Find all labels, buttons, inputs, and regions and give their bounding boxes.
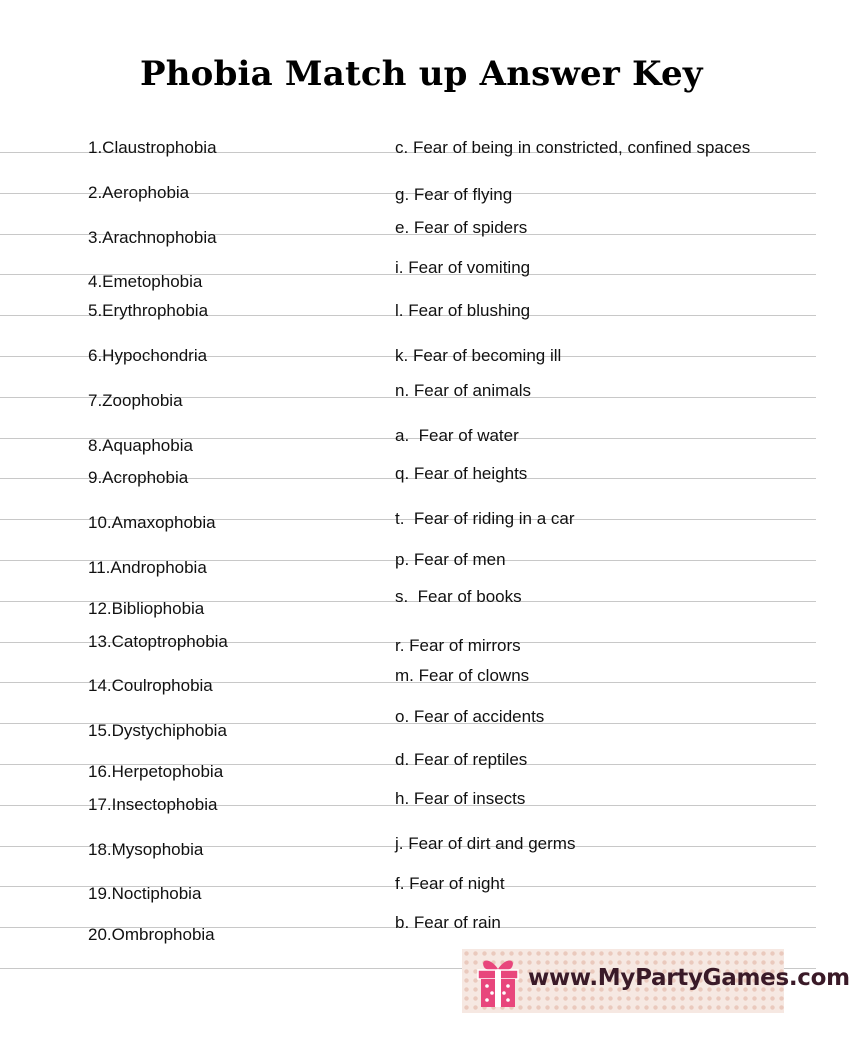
phobia-answer: a. Fear of water bbox=[395, 426, 519, 445]
phobia-term: 20.Ombrophobia bbox=[88, 925, 215, 944]
phobia-term: 4.Emetophobia bbox=[88, 272, 203, 291]
phobia-answer: i. Fear of vomiting bbox=[395, 258, 531, 277]
phobia-answer: j. Fear of dirt and germs bbox=[395, 834, 576, 853]
phobia-answer: p. Fear of men bbox=[395, 550, 506, 569]
phobia-term: 17.Insectophobia bbox=[88, 795, 218, 814]
phobia-term: 6.Hypochondria bbox=[88, 346, 208, 365]
phobia-term: 2.Aerophobia bbox=[88, 183, 190, 202]
phobia-term: 10.Amaxophobia bbox=[88, 513, 216, 532]
phobia-answer: g. Fear of flying bbox=[395, 185, 513, 204]
phobia-answer: s. Fear of books bbox=[395, 587, 522, 606]
phobia-term: 12.Bibliophobia bbox=[88, 599, 205, 618]
phobia-term: 18.Mysophobia bbox=[88, 840, 204, 859]
brand-footer[interactable] bbox=[462, 949, 850, 1013]
phobia-answer: d. Fear of reptiles bbox=[395, 750, 528, 769]
brand-url[interactable]: www.MyPartyGames.com bbox=[528, 965, 850, 991]
phobia-term: 5.Erythrophobia bbox=[88, 301, 209, 320]
phobia-term: 8.Aquaphobia bbox=[88, 436, 193, 455]
phobia-term: 19.Noctiphobia bbox=[88, 884, 202, 903]
phobia-term: 16.Herpetophobia bbox=[88, 762, 224, 781]
phobia-answer: b. Fear of rain bbox=[395, 913, 501, 932]
phobia-answer: m. Fear of clowns bbox=[395, 666, 530, 685]
phobia-term: 15.Dystychiphobia bbox=[88, 721, 227, 740]
page-title: Phobia Match up Answer Key bbox=[140, 54, 703, 94]
phobia-answer: c. Fear of being in constricted, confined spaces bbox=[395, 138, 751, 157]
phobia-answer: k. Fear of becoming ill bbox=[395, 346, 562, 365]
phobia-term: 7.Zoophobia bbox=[88, 391, 183, 410]
phobia-answer: e. Fear of spiders bbox=[395, 218, 528, 237]
phobia-answer: q. Fear of heights bbox=[395, 464, 528, 483]
phobia-answer: h. Fear of insects bbox=[395, 789, 526, 808]
phobia-answer: f. Fear of night bbox=[395, 874, 505, 893]
gift-box-icon bbox=[472, 955, 524, 1009]
phobia-term: 13.Catoptrophobia bbox=[88, 632, 228, 651]
phobia-term: 1.Claustrophobia bbox=[88, 138, 217, 157]
phobia-term: 11.Androphobia bbox=[88, 558, 207, 577]
phobia-term: 14.Coulrophobia bbox=[88, 676, 213, 695]
phobia-answer: n. Fear of animals bbox=[395, 381, 532, 400]
phobia-answer: r. Fear of mirrors bbox=[395, 636, 521, 655]
phobia-answer: l. Fear of blushing bbox=[395, 301, 531, 320]
phobia-term: 9.Acrophobia bbox=[88, 468, 189, 487]
phobia-answer: o. Fear of accidents bbox=[395, 707, 545, 726]
phobia-answer: t. Fear of riding in a car bbox=[395, 509, 575, 528]
phobia-term: 3.Arachnophobia bbox=[88, 228, 217, 247]
